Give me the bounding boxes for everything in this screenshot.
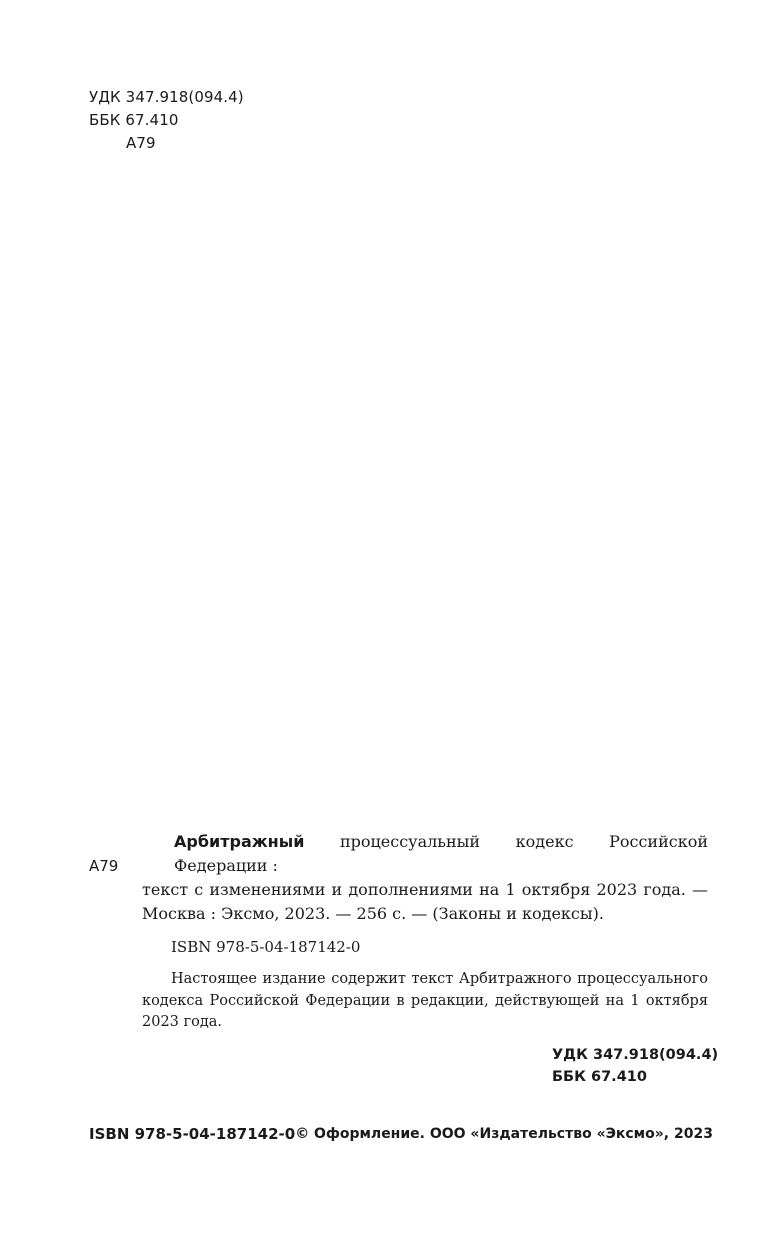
entry-title-rest: процессуальный кодекс Российской Федерации : [174, 832, 708, 875]
classification-codes-bottom [89, 1044, 719, 1088]
udk-code-bold: УДК 347.918(094.4) [552, 1046, 719, 1063]
classification-codes-top [89, 86, 244, 155]
footer-isbn: ISBN 978-5-04-187142-0 [89, 1125, 296, 1143]
isbn-line: ISBN 978-5-04-187142-0 [171, 938, 361, 956]
author-sign: А79 [126, 134, 156, 152]
bibliographic-record [89, 830, 719, 1088]
bbk-code: ББК 67.410 [89, 111, 179, 129]
entry-first-line [142, 830, 708, 878]
footer [89, 1123, 713, 1145]
bbk-code-bold: ББК 67.410 [552, 1068, 647, 1085]
bibliographic-entry [89, 830, 708, 926]
footer-copyright: © Оформление. ООО «Издательство «Эксмо», 2023 [295, 1126, 713, 1142]
entry-title-bold: Арбитражный [174, 832, 305, 851]
annotation-text: Настоящее издание содержит текст Арбитражного процессуального кодекса Российской Федерации в редакции, действующей на 1 октября 2023 года. [142, 971, 708, 1030]
entry-description: текст с изменениями и дополнениями на 1 октября 2023 года. — Москва : Эксмо, 2023. — 256 с. — (Законы и кодексы). [142, 880, 708, 923]
udk-code: УДК 347.918(094.4) [89, 88, 244, 106]
annotation [89, 969, 708, 1034]
entry-author-sign: А79 [89, 857, 119, 875]
